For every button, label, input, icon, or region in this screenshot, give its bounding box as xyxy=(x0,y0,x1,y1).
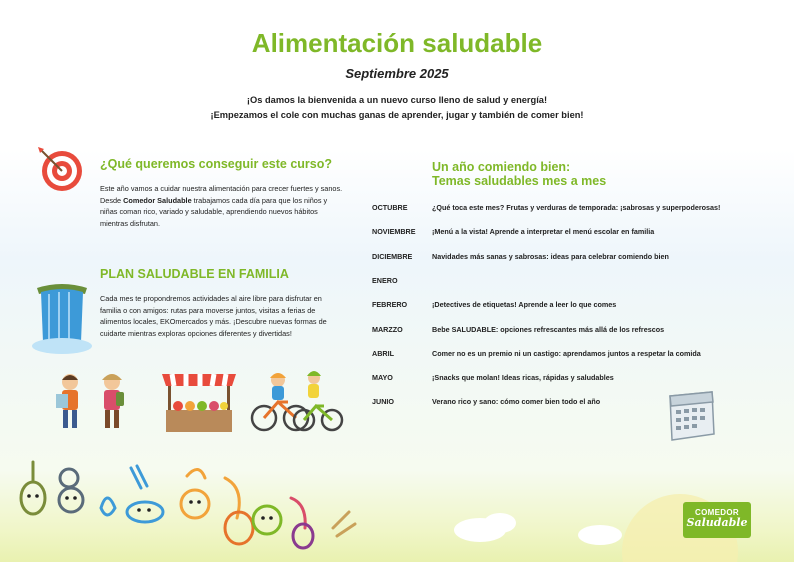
cyclists-illustration xyxy=(248,366,344,436)
month-topic: Verano rico y sano: cómo comer bien todo el año xyxy=(432,397,601,407)
month-topic: ¡Snacks que molan! Ideas ricas, rápidas y saludables xyxy=(432,373,614,383)
month-topic: Comer no es un premio ni un castigo: aprendamos juntos a respetar la comida xyxy=(432,348,701,358)
brand-line-1: COMEDOR xyxy=(695,508,739,517)
goals-brand-name: Comedor Saludable xyxy=(123,195,192,205)
month-topic: ¿Qué toca este mes? Frutas y verduras de temporada: ¡sabrosas y superpoderosas! xyxy=(432,203,721,212)
month-topic: Bebe SALUDABLE: opciones refrescantes más allá de los refrescos xyxy=(432,324,665,334)
month-name: DICIEMBRE xyxy=(372,251,413,261)
month-topic: ¡Menú a la vista! Aprende a interpretar el menú escolar en familia xyxy=(432,227,655,237)
brand-logo xyxy=(683,502,751,538)
month-name: OCTUBRE xyxy=(372,203,408,212)
market-stall-illustration xyxy=(160,370,238,436)
goals-paragraph-2-prefix: Desde xyxy=(100,195,124,205)
food-characters-illustration xyxy=(15,448,360,558)
month-name: NOVIEMBRE xyxy=(372,227,416,237)
clouds-decoration xyxy=(450,505,650,555)
goals-text xyxy=(100,183,345,229)
family-plan-text: Cada mes te propondremos actividades al aire libre para disfrutar en familia o con amigos: rutas para moverse juntos, visitas a ferias de alimentos locales, EKOmercados y más. ¡Descubre nuevas formas de cuidarte mientras exploras opciones diferentes y divertidas! xyxy=(100,294,327,338)
page-title: Alimentación saludable xyxy=(251,28,543,58)
welcome-line-2: ¡Empezamos el cole con muchas ganas de aprender, jugar y también de comer bien! xyxy=(210,110,584,120)
calendar-icon xyxy=(662,388,718,444)
month-name: FEBRERO xyxy=(372,300,408,310)
month-name: ENERO xyxy=(372,275,398,285)
month-name: ABRIL xyxy=(372,348,394,358)
year-plan-title-line-1: Un año comiendo bien: xyxy=(432,160,571,174)
waterfall-icon xyxy=(27,280,97,360)
goals-paragraph-1: Este año vamos a cuidar nuestra alimentación para crecer fuertes y sanos. xyxy=(100,184,343,193)
month-topic: ¡Detectives de etiquetas! Aprende a leer lo que comes xyxy=(432,300,617,310)
month-name: MARZZO xyxy=(372,324,403,334)
year-plan-title xyxy=(432,160,606,188)
month-name: MAYO xyxy=(372,373,393,383)
goals-paragraph-2-suffix: trabajamos cada día para que los niños y niñas coman rico, variado y saludable, aprendiendo nuevos hábitos mientras disfrutan. xyxy=(100,195,328,228)
hikers-illustration xyxy=(52,370,142,436)
brand-line-2: Saludable xyxy=(686,516,748,529)
family-plan-title: PLAN SALUDABLE EN FAMILIA xyxy=(100,267,289,281)
month-topic: Navidades más sanas y sabrosas: ideas para celebrar comiendo bien xyxy=(432,251,669,261)
year-plan-title-line-2: Temas saludables mes a mes xyxy=(432,174,607,188)
goals-title: ¿Qué queremos conseguir este curso? xyxy=(100,157,333,171)
page-subtitle: Septiembre 2025 xyxy=(345,66,449,81)
month-name: JUNIO xyxy=(372,397,394,407)
welcome-line-1: ¡Os damos la bienvenida a un nuevo curso lleno de salud y energía! xyxy=(246,95,548,105)
target-icon xyxy=(36,146,86,192)
